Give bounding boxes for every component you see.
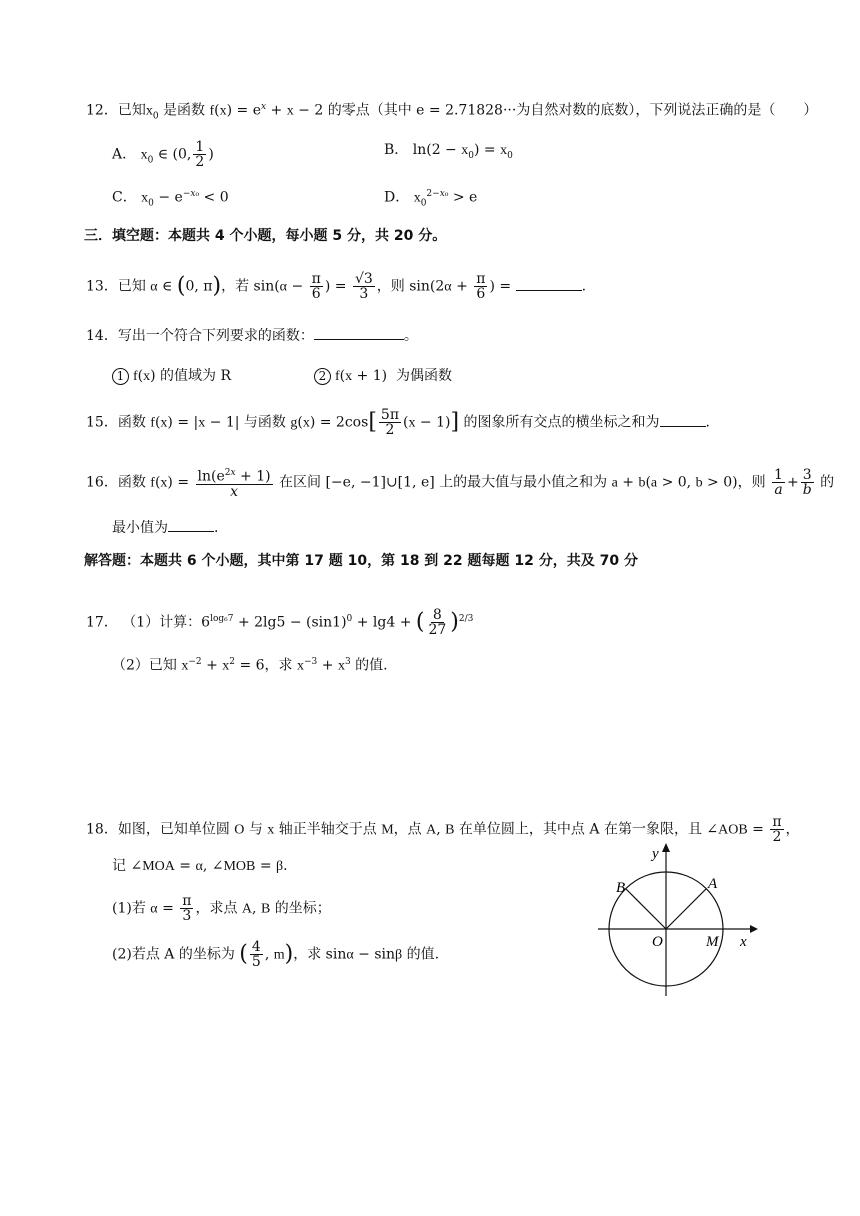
segment-oa: [666, 889, 706, 929]
q18-stem-1: 18．如图，已知单位圆 O 与 x 轴正半轴交于点 M，点 A, B 在单位圆上，其中点 A 在第一象限，且 ∠AOB = $\frac{\pi}{2}$ ，: [86, 814, 800, 845]
q12-option-a: A． $x_0$ ∈ (0, $\frac{1}{2}$ ): [112, 139, 214, 170]
q18-stem-2: 记 ∠MOA = α, ∠MOB = β.: [112, 858, 288, 874]
circled-1-icon: 1: [112, 368, 129, 385]
q12-stem: 12．已知$x_0$ 是函数 $f(x) = e^x + x - 2$ 的零点（其中 e = 2.71828···为自然对数的底数），下列说法正确的是（ ）: [86, 102, 818, 122]
circled-2-icon: 2: [314, 368, 331, 385]
q17-part-2: （2）已知 $x^{-2} + x^2 = 6$，求 $x^{-3} + x^3$ 的值.: [112, 657, 388, 674]
label-o: O: [652, 934, 663, 950]
label-m: M: [706, 934, 719, 950]
segment-ob: [626, 889, 666, 929]
label-b: B: [616, 880, 626, 896]
y-axis-arrow-icon: [662, 843, 670, 852]
q18-part-1: (1)若 α = $\frac{\pi}{3}$ ，求点 A, B 的坐标；: [112, 893, 331, 924]
x-axis-arrow-icon: [750, 925, 758, 933]
q16-line-2: 最小值为 .: [112, 517, 218, 538]
q13: 13．已知 α ∈ (0, π)，若 sin(α − $\frac{\pi}{6}$ ) = $\frac{√3}{3}$ ，则 sin(2α + $\frac{\pi}{6}$ ) = .: [86, 271, 587, 302]
q17-part-1: 17． （1）计算：$6^{log_67} + 2\lg 5 - (\sin 1)^0 + \lg 4$ + ( $\frac{8}{27}$ )$^{2/3}$: [86, 607, 474, 638]
label-a: A: [708, 876, 718, 892]
q14-condition-2: 2 f(x + 1) 为偶函数: [314, 366, 452, 387]
unit-circle-figure: [594, 840, 764, 1000]
q12-option-c: C． $x_0 - e^{-x_0} < 0$: [112, 189, 229, 209]
section-3-heading: 三．填空题：本题共 4 个小题，每小题 5 分，共 20 分。: [84, 228, 447, 244]
q14-condition-1: 1 f(x) 的值域为 R: [112, 366, 231, 387]
q12-option-b: B． $\ln(2 - x_0) = x_0$: [384, 142, 513, 161]
label-x: x: [740, 934, 747, 950]
q16-line-1: 16．函数 f(x) = $\frac{\ln(e^{2x} + 1)}{x}$ 在区间 [−e, −1]∪[1, e] 上的最大值与最小值之和为 a + b(a > 0, b > 0)，则 $\frac{1}{a}$ + $\frac{3}{b}$ 的: [86, 466, 835, 500]
q14-stem: 14．写出一个符合下列要求的函数： 。: [86, 325, 418, 346]
q15: 15．函数 f(x) = |x − 1| 与函数 g(x) = 2cos[ $\frac{5\pi}{2}$ (x − 1)] 的图象所有交点的横坐标之和为 .: [86, 407, 710, 438]
section-4-heading: 解答题：本题共 6 个小题，其中第 17 题 10，第 18 到 22 题每题 12 分，共及 70 分: [84, 553, 638, 569]
q12-option-d: D． $x_0^{2-x_0} > e$: [384, 189, 478, 209]
label-y: y: [652, 846, 659, 862]
q18-part-2: (2)若点 A 的坐标为 ( $\frac{4}{5}$ , m)，求 sinα − sinβ 的值.: [112, 939, 440, 970]
